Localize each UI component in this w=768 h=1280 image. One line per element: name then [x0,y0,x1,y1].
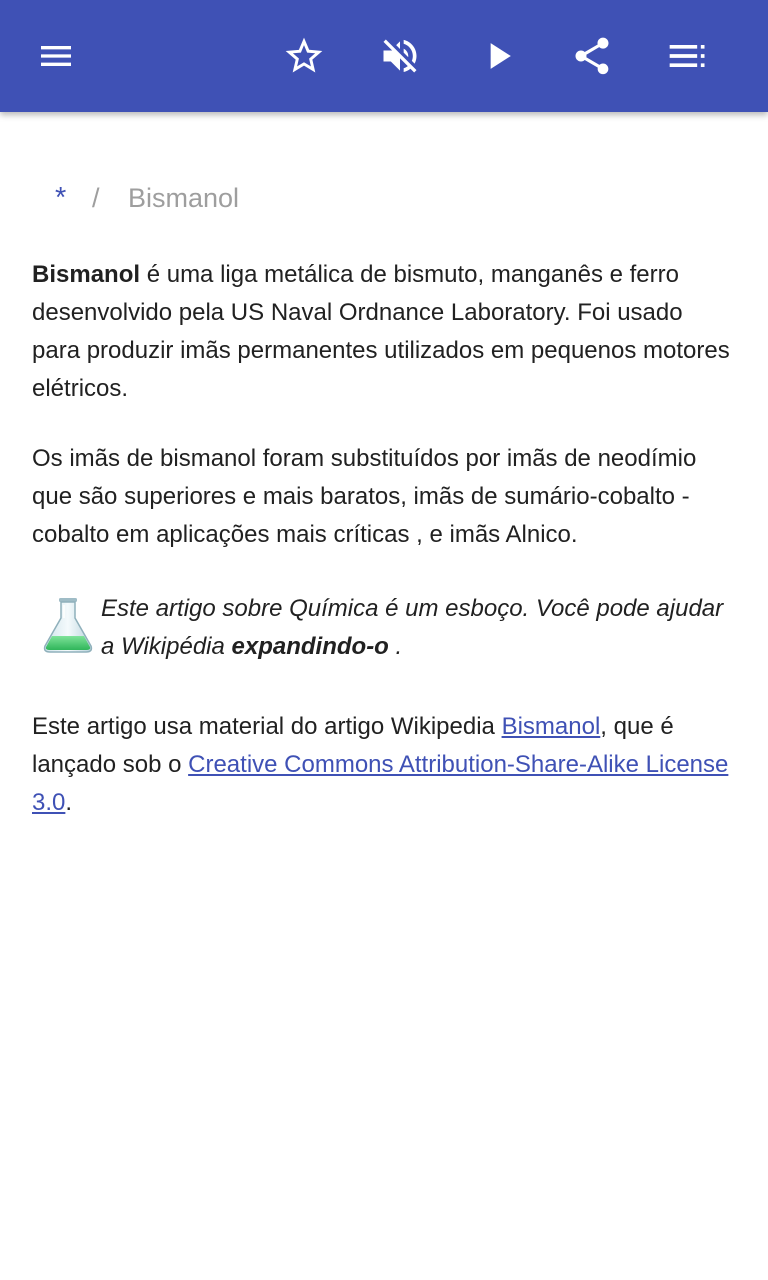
attribution [32,708,736,822]
source-article-link[interactable]: Bismanol [501,713,601,740]
app-bar [0,0,768,112]
star-outline-icon [282,34,326,78]
menu-button[interactable] [24,24,88,88]
playlist-icon [666,34,710,78]
attribution-middle: , que é lançado sob o [32,713,674,778]
attribution-prefix: Este artigo usa material do artigo Wikipedia [32,713,502,740]
volume-off-icon [378,34,422,78]
article-term: Bismanol [32,261,141,288]
share-button[interactable] [560,24,624,88]
stub-text-start: Este artigo sobre Química é um esboço. Você pode ajudar a Wikipédia [101,595,724,660]
attribution-suffix: . [65,789,73,816]
stub-notice [32,590,736,666]
stub-text [101,590,736,666]
article-paragraph-1-text: é uma liga metálica de bismuto, manganês e ferro desenvolvido pela US Naval Ordnance Laboratory. Foi usado para produzir imãs permanentes utilizados em pequenos motores elétricos. [32,261,730,402]
article-paragraph-1 [32,256,736,408]
play-icon [476,34,520,78]
menu-icon [36,36,76,76]
expand-link[interactable]: expandindo-o [231,633,389,660]
share-icon [570,34,614,78]
breadcrumb-separator: / [92,183,100,213]
license-link[interactable]: Creative Commons Attribution-Share-Alike License 3.0 [32,751,729,816]
favorite-button[interactable] [272,24,336,88]
flask-icon [40,596,96,656]
article-content [32,112,736,822]
contents-button[interactable] [656,24,720,88]
stub-text-end: . [388,633,403,660]
play-button[interactable] [466,24,530,88]
breadcrumb [32,178,736,218]
article-paragraph-2: Os imãs de bismanol foram substituídos por imãs de neodímio que são superiores e mais baratos, imãs de sumário-cobalto -cobalto em aplicações mais críticas , e imãs Alnico. [32,445,697,548]
mute-button[interactable] [368,24,432,88]
breadcrumb-root-link[interactable]: * [55,182,67,214]
breadcrumb-current: Bismanol [128,183,240,213]
